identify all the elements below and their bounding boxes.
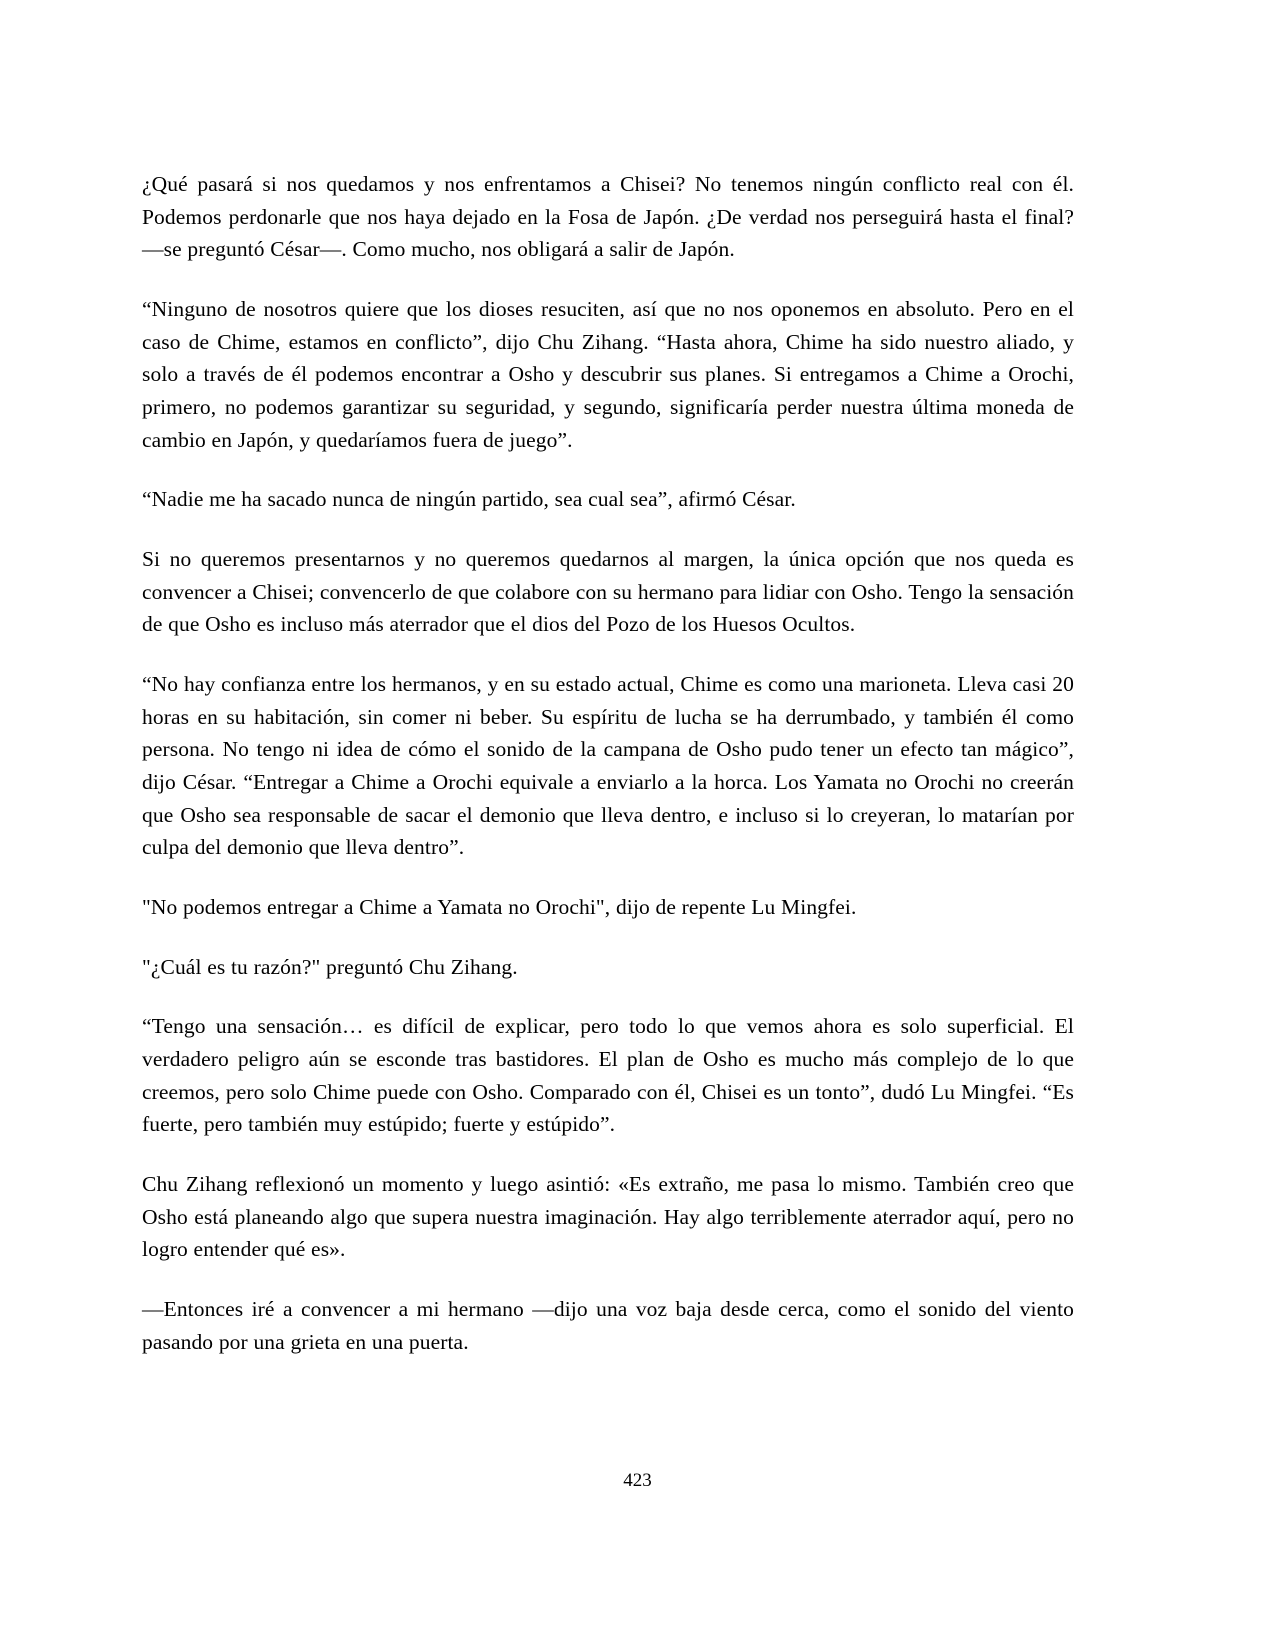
paragraph: Si no queremos presentarnos y no queremos quedarnos al margen, la única opción que nos queda es convencer a Chisei; convencerlo de que colabore con su hermano para lidiar con Osho. Tengo la sensación de que Osho es incluso más aterrador que el dios del Pozo de los Huesos Ocultos. xyxy=(142,547,1074,637)
page-number: 423 xyxy=(623,1470,652,1491)
paragraph: "No podemos entregar a Chime a Yamata no Orochi", dijo de repente Lu Mingfei. xyxy=(142,895,857,920)
paragraph: “Nadie me ha sacado nunca de ningún partido, sea cual sea”, afirmó César. xyxy=(142,487,796,512)
paragraph: “No hay confianza entre los hermanos, y en su estado actual, Chime es como una marioneta. Lleva casi 20 horas en su habitación, sin comer ni beber. Su espíritu de lucha se ha derrumbado, y también él como persona. No tengo ni idea de cómo el sonido de la campana de Osho pudo tener un efecto tan mágico”, dijo César. “Entregar a Chime a Orochi equivale a enviarlo a la horca. Los Yamata no Orochi no creerán que Osho sea responsable de sacar el demonio que lleva dentro, e incluso si lo creyeran, lo matarían por culpa del demonio que lleva dentro”. xyxy=(142,672,1074,860)
paragraph: "¿Cuál es tu razón?" preguntó Chu Zihang. xyxy=(142,954,518,979)
paragraph: “Tengo una sensación… es difícil de explicar, pero todo lo que vemos ahora es solo superficial. El verdadero peligro aún se esconde tras bastidores. El plan de Osho es mucho más complejo de lo que creemos, pero solo Chime puede con Osho. Comparado con él, Chisei es un tonto”, dudó Lu Mingfei. “Es fuerte, pero también muy estúpido; fuerte y estúpido”. xyxy=(142,1014,1074,1137)
body-text-column xyxy=(142,168,1074,1358)
paragraph: —Entonces iré a convencer a mi hermano —dijo una voz baja desde cerca, como el sonido del viento pasando por una grieta en una puerta. xyxy=(142,1297,1074,1354)
paragraph: ¿Qué pasará si nos quedamos y nos enfrentamos a Chisei? No tenemos ningún conflicto real con él. Podemos perdonarle que nos haya dejado en la Fosa de Japón. ¿De verdad nos perseguirá hasta el final? —se preguntó César—. Como mucho, nos obligará a salir de Japón. xyxy=(142,172,1074,262)
paragraph: “Ninguno de nosotros quiere que los dioses resuciten, así que no nos oponemos en absoluto. Pero en el caso de Chime, estamos en conflicto”, dijo Chu Zihang. “Hasta ahora, Chime ha sido nuestro aliado, y solo a través de él podemos encontrar a Osho y descubrir sus planes. Si entregamos a Chime a Orochi, primero, no podemos garantizar su seguridad, y segundo, significaría perder nuestra última moneda de cambio en Japón, y quedaríamos fuera de juego”. xyxy=(142,297,1074,452)
paragraph: Chu Zihang reflexionó un momento y luego asintió: «Es extraño, me pasa lo mismo. También creo que Osho está planeando algo que supera nuestra imaginación. Hay algo terriblemente aterrador aquí, pero no logro entender qué es». xyxy=(142,1172,1074,1262)
